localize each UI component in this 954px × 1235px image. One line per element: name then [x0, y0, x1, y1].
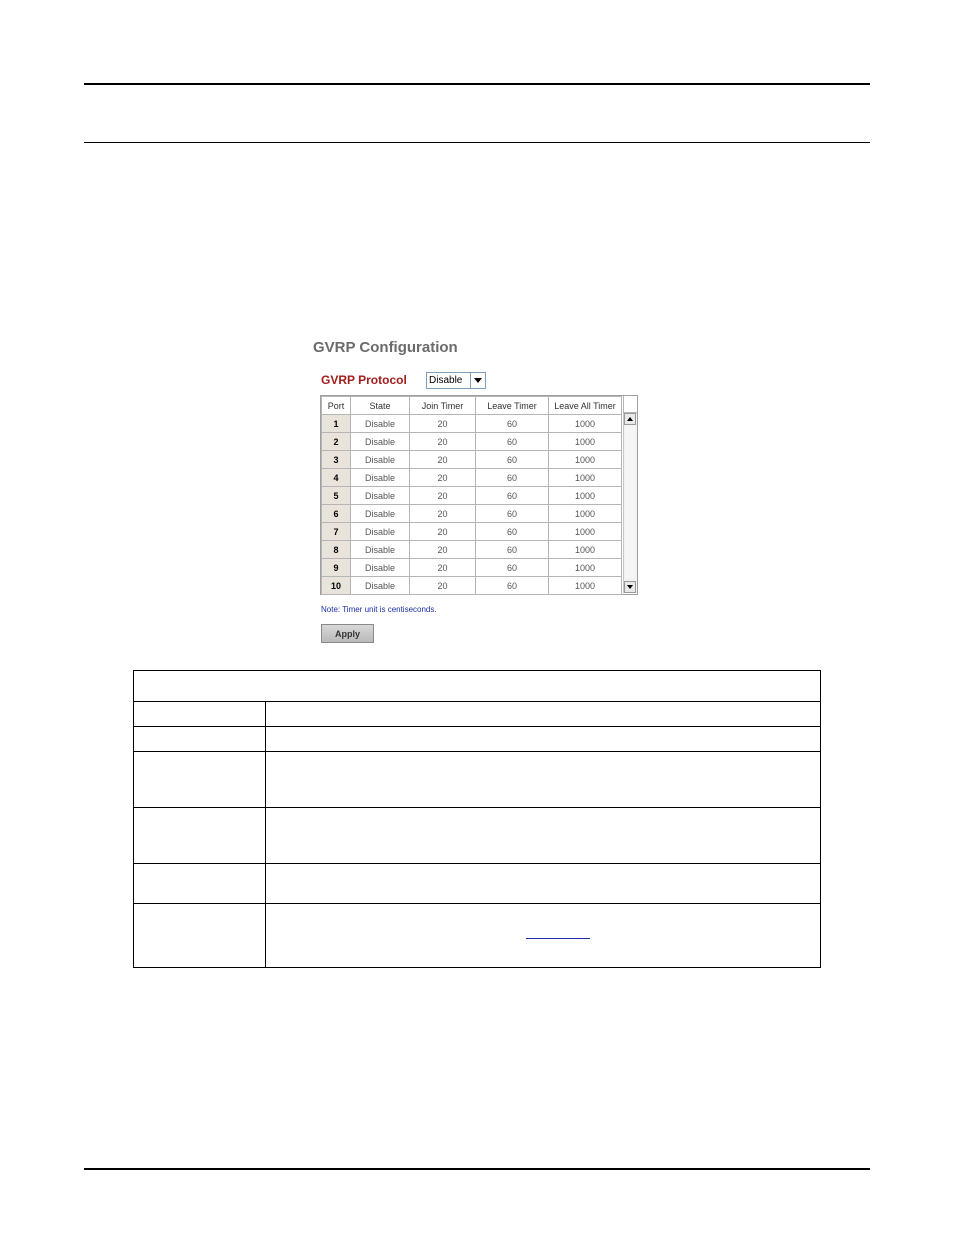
port-number-cell: 4: [322, 469, 351, 487]
leave-timer-cell[interactable]: 60: [476, 505, 549, 523]
leave-timer-cell[interactable]: 60: [476, 577, 549, 595]
gvrp-protocol-select[interactable]: [426, 372, 486, 389]
port-number-cell: 5: [322, 487, 351, 505]
leave-all-timer-cell[interactable]: 1000: [549, 577, 622, 595]
leave-all-timer-cell[interactable]: 1000: [549, 469, 622, 487]
port-state-cell[interactable]: Disable: [351, 433, 410, 451]
header-rule-bottom: [84, 142, 870, 143]
table-row: [322, 523, 622, 541]
port-number-cell: 8: [322, 541, 351, 559]
header-rule-top: [84, 83, 870, 85]
description-table-row: [134, 864, 820, 904]
scroll-down-icon[interactable]: [624, 581, 636, 593]
leave-timer-cell[interactable]: 60: [476, 451, 549, 469]
join-timer-cell[interactable]: 20: [410, 559, 476, 577]
timer-unit-note: Note: Timer unit is centiseconds.: [321, 605, 437, 614]
leave-all-timer-cell[interactable]: 1000: [549, 433, 622, 451]
leave-all-timer-cell[interactable]: 1000: [549, 451, 622, 469]
leave-timer-cell[interactable]: 60: [476, 415, 549, 433]
gvrp-protocol-row: [321, 372, 651, 390]
table-row: [322, 433, 622, 451]
join-timer-cell[interactable]: 20: [410, 541, 476, 559]
join-timer-cell[interactable]: 20: [410, 433, 476, 451]
port-state-cell[interactable]: Disable: [351, 577, 410, 595]
join-timer-cell[interactable]: 20: [410, 487, 476, 505]
table-row: [322, 415, 622, 433]
table-header-row: [322, 397, 622, 415]
leave-timer-cell[interactable]: 60: [476, 487, 549, 505]
port-state-cell[interactable]: Disable: [351, 487, 410, 505]
apply-button[interactable]: Apply: [321, 624, 374, 643]
port-state-cell[interactable]: Disable: [351, 559, 410, 577]
table-row: [322, 505, 622, 523]
join-timer-cell[interactable]: 20: [410, 505, 476, 523]
join-timer-cell[interactable]: 20: [410, 523, 476, 541]
hyperlink-underline[interactable]: [526, 938, 590, 939]
leave-timer-cell[interactable]: 60: [476, 433, 549, 451]
leave-timer-cell[interactable]: 60: [476, 523, 549, 541]
join-timer-cell[interactable]: 20: [410, 577, 476, 595]
description-table-row: [134, 702, 820, 727]
port-state-cell[interactable]: Disable: [351, 523, 410, 541]
port-number-cell: 3: [322, 451, 351, 469]
page-title: GVRP Configuration: [313, 339, 458, 356]
port-state-cell[interactable]: Disable: [351, 505, 410, 523]
port-state-cell[interactable]: Disable: [351, 469, 410, 487]
port-number-cell: 6: [322, 505, 351, 523]
table-row: [322, 469, 622, 487]
gvrp-protocol-selected-value: Disable: [429, 375, 463, 386]
table-row: [322, 541, 622, 559]
description-table-row: [134, 808, 820, 864]
port-number-cell: 2: [322, 433, 351, 451]
leave-all-timer-cell[interactable]: 1000: [549, 505, 622, 523]
port-state-cell[interactable]: Disable: [351, 451, 410, 469]
leave-all-timer-cell[interactable]: 1000: [549, 541, 622, 559]
port-state-cell[interactable]: Disable: [351, 541, 410, 559]
scroll-up-icon[interactable]: [624, 413, 636, 425]
gvrp-configuration-panel: [313, 338, 653, 639]
description-table-column-divider: [265, 702, 266, 967]
port-number-cell: 10: [322, 577, 351, 595]
column-header-port: Port: [322, 397, 351, 415]
join-timer-cell[interactable]: 20: [410, 469, 476, 487]
table-row: [322, 451, 622, 469]
leave-all-timer-cell[interactable]: 1000: [549, 415, 622, 433]
leave-timer-cell[interactable]: 60: [476, 541, 549, 559]
chevron-down-icon[interactable]: [470, 373, 485, 388]
column-header-leave-all-timer: Leave All Timer: [549, 397, 622, 415]
port-number-cell: 9: [322, 559, 351, 577]
gvrp-protocol-label: GVRP Protocol: [321, 373, 407, 387]
footer-rule: [84, 1168, 870, 1170]
leave-timer-cell[interactable]: 60: [476, 559, 549, 577]
description-table-row: [134, 727, 820, 752]
port-table: [321, 396, 622, 595]
column-header-leave-timer: Leave Timer: [476, 397, 549, 415]
port-number-cell: 1: [322, 415, 351, 433]
description-table-header-row: [134, 671, 820, 702]
table-scrollbar[interactable]: [623, 413, 637, 593]
description-table-row: [134, 904, 820, 967]
leave-all-timer-cell[interactable]: 1000: [549, 487, 622, 505]
column-header-join-timer: Join Timer: [410, 397, 476, 415]
port-number-cell: 7: [322, 523, 351, 541]
table-row: [322, 487, 622, 505]
leave-timer-cell[interactable]: 60: [476, 469, 549, 487]
join-timer-cell[interactable]: 20: [410, 415, 476, 433]
description-table: [133, 670, 821, 968]
description-table-row: [134, 752, 820, 808]
table-row: [322, 559, 622, 577]
scrollbar-thumb[interactable]: [625, 426, 635, 578]
table-row: [322, 577, 622, 595]
port-state-cell[interactable]: Disable: [351, 415, 410, 433]
leave-all-timer-cell[interactable]: 1000: [549, 523, 622, 541]
join-timer-cell[interactable]: 20: [410, 451, 476, 469]
column-header-state: State: [351, 397, 410, 415]
port-table-container: [320, 395, 638, 595]
leave-all-timer-cell[interactable]: 1000: [549, 559, 622, 577]
table-header-filler: [623, 396, 637, 413]
